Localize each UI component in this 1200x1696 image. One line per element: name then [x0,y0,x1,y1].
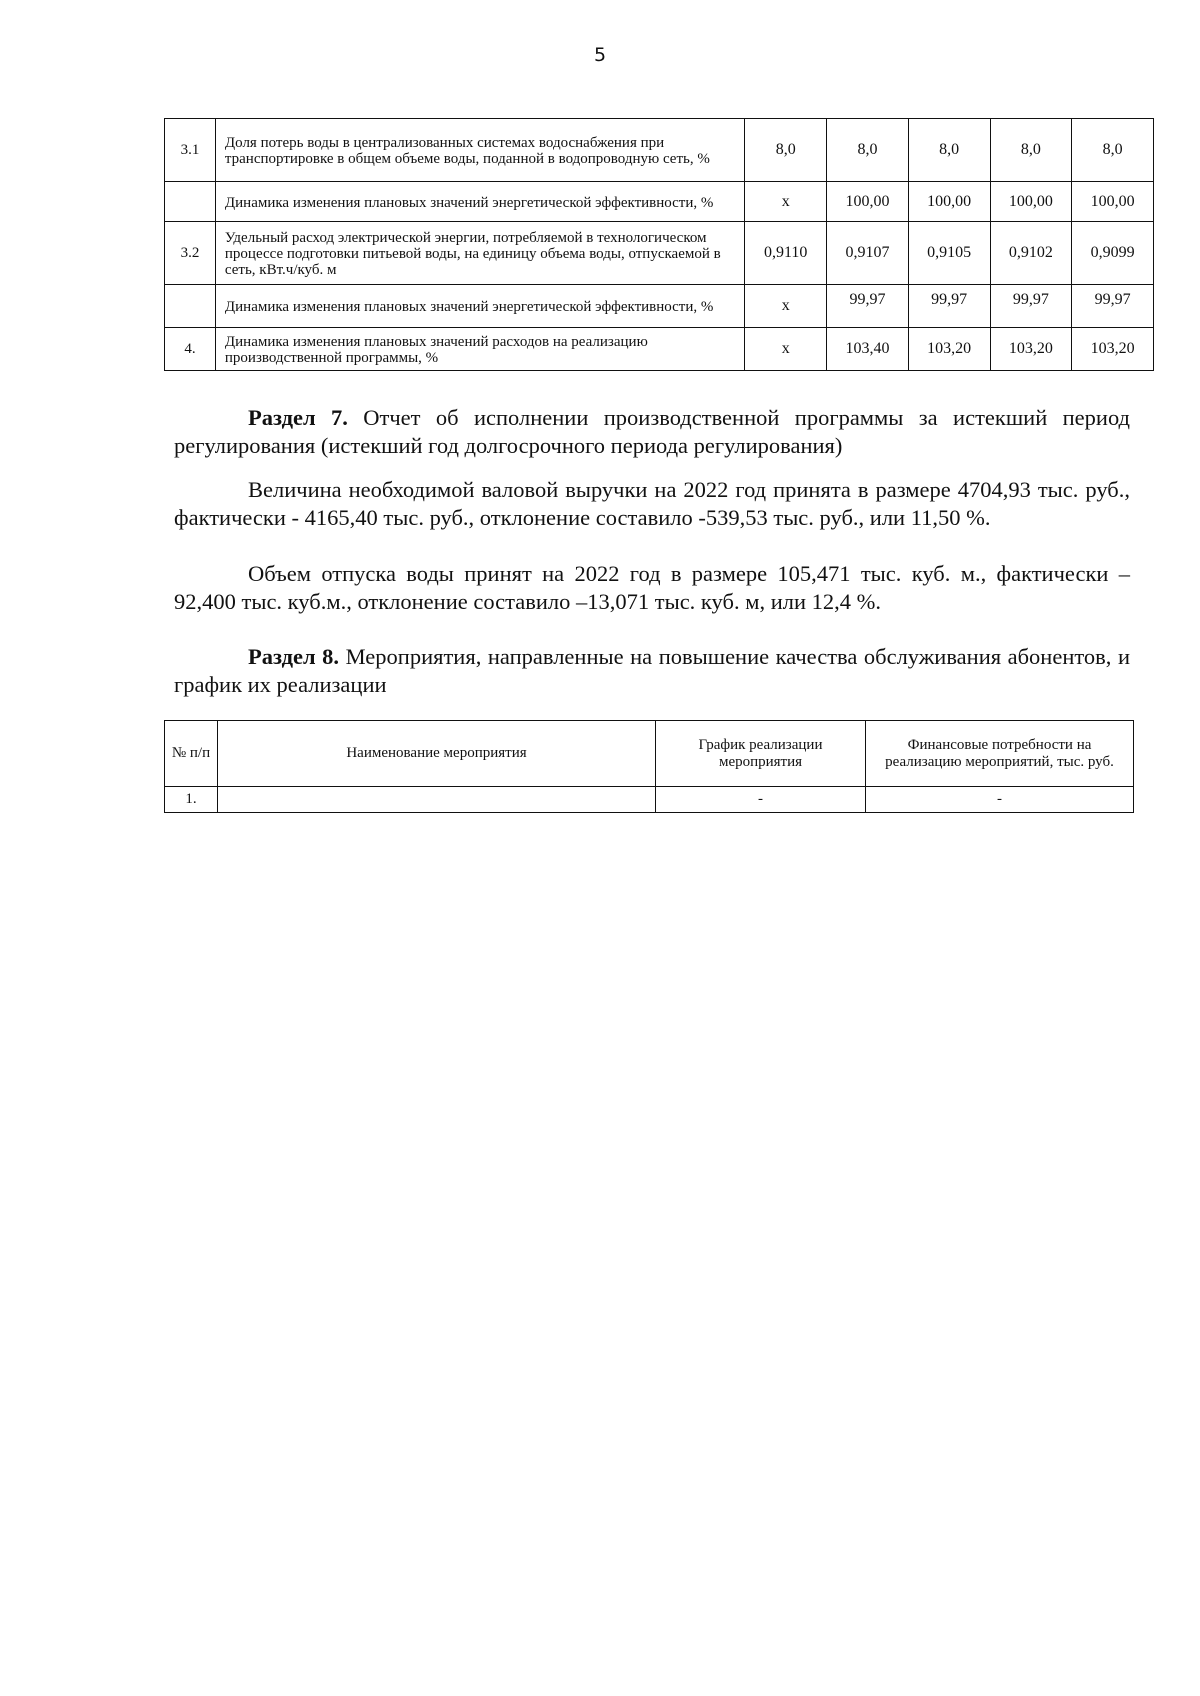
indicator-value: 103,40 [827,328,909,371]
measure-name [218,787,656,813]
indicator-value: 8,0 [990,119,1072,182]
indicator-value: 100,00 [1072,182,1154,222]
measures-table [164,720,1134,813]
row-number: 1. [165,787,218,813]
section-7-label: Раздел 7. [248,405,348,430]
indicator-value: 0,9110 [745,222,827,285]
table-row [165,787,1134,813]
measure-schedule: - [656,787,866,813]
row-number [165,285,216,328]
section-7-paragraph-revenue: Величина необходимой валовой выручки на 2022 год принята в размере 4704,93 тыс. руб., фактически - 4165,40 тыс. руб., отклонение составило -539,53 тыс. руб., или 11,50 %. [174,477,1130,530]
page-number: 5 [593,44,607,66]
indicator-value: х [745,285,827,328]
section-8-title: Мероприятия, направленные на повышение качества обслуживания абонентов, и график их реализации [174,644,1130,697]
row-number: 3.1 [165,119,216,182]
table-row [165,285,1154,328]
indicator-value: 100,00 [990,182,1072,222]
table-row [165,182,1154,222]
indicator-value: 103,20 [990,328,1072,371]
indicator-description: Доля потерь воды в централизованных системах водоснабжения при транспортировке в общем объеме воды, поданной в водопроводную сеть, % [215,119,744,182]
indicator-value: 0,9107 [827,222,909,285]
indicator-value: 103,20 [1072,328,1154,371]
row-number: 4. [165,328,216,371]
indicator-value: 8,0 [908,119,990,182]
row-number: 3.2 [165,222,216,285]
indicator-description: Динамика изменения плановых значений расходов на реализацию производственной программы, % [215,328,744,371]
indicator-description: Динамика изменения плановых значений энергетической эффективности, % [215,182,744,222]
indicators-table [164,118,1154,371]
header-schedule: График реализации мероприятия [656,721,866,787]
table-header-row [165,721,1134,787]
section-8-label: Раздел 8. [248,644,340,669]
indicator-value: 99,97 [827,285,909,328]
indicator-value: 0,9102 [990,222,1072,285]
indicator-value: 99,97 [908,285,990,328]
header-name: Наименование мероприятия [218,721,656,787]
indicator-description: Динамика изменения плановых значений энергетической эффективности, % [215,285,744,328]
indicator-value: 8,0 [827,119,909,182]
header-finance: Финансовые потребности на реализацию мероприятий, тыс. руб. [866,721,1134,787]
indicator-value: 0,9105 [908,222,990,285]
indicator-value: 103,20 [908,328,990,371]
table-row [165,222,1154,285]
header-num: № п/п [165,721,218,787]
indicator-description: Удельный расход электрической энергии, потребляемой в технологическом процессе подготовки питьевой воды, на единицу объема воды, отпускаемой в сеть, кВт.ч/куб. м [215,222,744,285]
indicator-value: 8,0 [745,119,827,182]
table-row [165,328,1154,371]
indicator-value: 100,00 [908,182,990,222]
section-7-title: Отчет об исполнении производственной программы за истекший период регулирования (истекший год долгосрочного периода регулирования) [174,405,1130,458]
table-row [165,119,1154,182]
indicator-value: 0,9099 [1072,222,1154,285]
section-8-heading [174,643,1130,699]
indicator-value: 100,00 [827,182,909,222]
indicator-value: 99,97 [1072,285,1154,328]
row-number [165,182,216,222]
indicator-value: х [745,328,827,371]
section-7-heading [174,404,1130,460]
indicator-value: х [745,182,827,222]
measure-finance: - [866,787,1134,813]
indicator-value: 8,0 [1072,119,1154,182]
indicator-value: 99,97 [990,285,1072,328]
section-7-paragraph-volume: Объем отпуска воды принят на 2022 год в размере 105,471 тыс. куб. м., фактически – 92,400 тыс. куб.м., отклонение составило –13,071 тыс. куб. м, или 12,4 %. [174,561,1130,614]
